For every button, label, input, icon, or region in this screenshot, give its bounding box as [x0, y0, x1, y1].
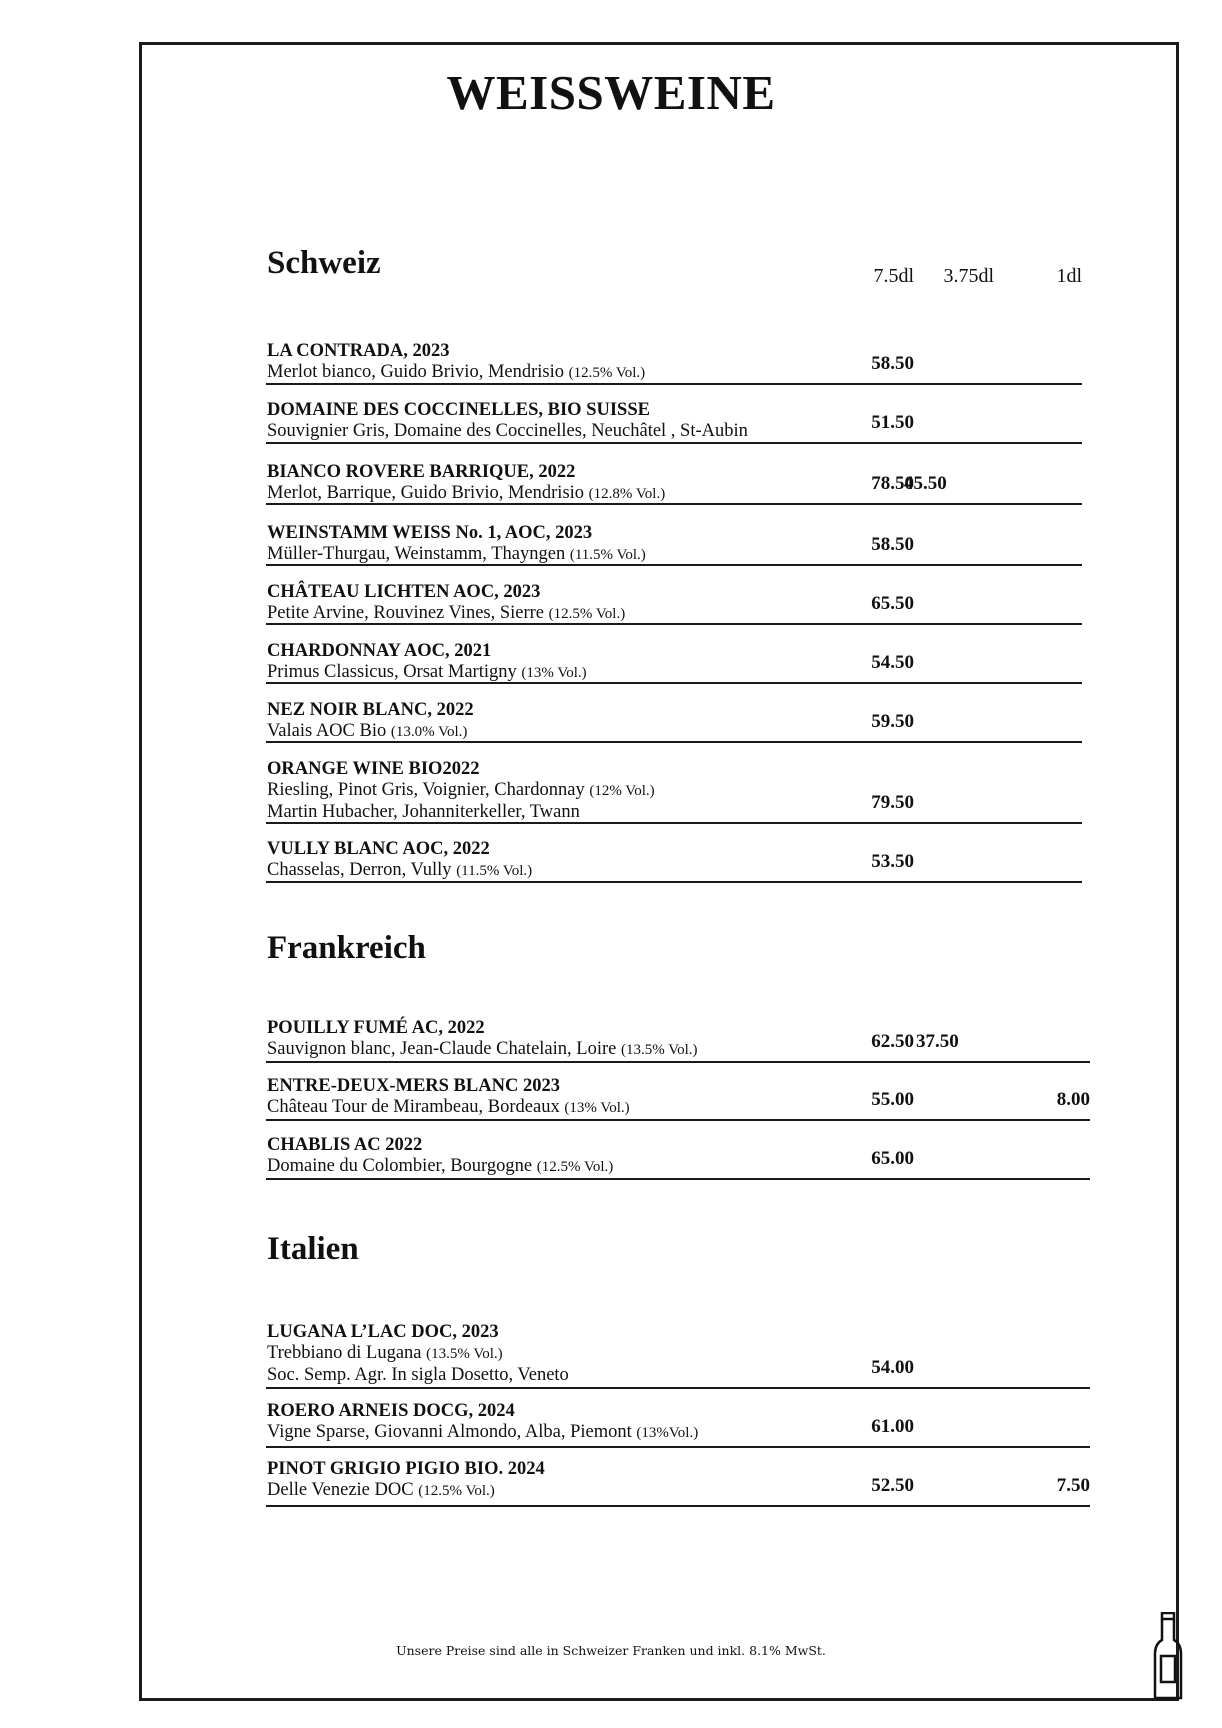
row-divider	[266, 1178, 1090, 1180]
wine-entry	[267, 758, 655, 823]
wine-name: LUGANA L’LAC DOC, 2023	[267, 1322, 499, 1342]
wine-entry	[267, 1458, 545, 1502]
wine-description	[267, 362, 645, 384]
price-375dl: 45.50	[904, 473, 947, 494]
wine-description	[267, 1156, 613, 1178]
wine-entry	[267, 461, 665, 505]
wine-description	[267, 721, 474, 743]
price-1dl: 7.50	[1056, 1475, 1090, 1496]
price-75dl: 79.50	[871, 792, 914, 813]
section-title-frankreich: Frankreich	[267, 930, 426, 966]
wine-description	[267, 603, 625, 625]
wine-alcohol-volume: (13.0% Vol.)	[390, 724, 468, 740]
price-75dl: 58.50	[871, 353, 914, 374]
price-75dl: 61.00	[871, 1416, 914, 1437]
wine-description-text: Soc. Semp. Agr. In sigla Dosetto, Veneto	[267, 1365, 569, 1385]
wine-alcohol-volume: (11.5% Vol.)	[456, 863, 533, 879]
wine-name: ORANGE WINE BIO2022	[267, 759, 480, 779]
wine-entry	[267, 399, 748, 442]
price-75dl: 59.50	[871, 711, 914, 732]
price-375dl: 37.50	[916, 1031, 959, 1052]
wine-alcohol-volume: (12.5% Vol.)	[536, 1159, 614, 1175]
wine-alcohol-volume: (13%Vol.)	[636, 1425, 699, 1441]
wine-description-text: Merlot bianco, Guido Brivio, Mendrisio	[267, 362, 564, 382]
price-75dl: 58.50	[871, 534, 914, 555]
wine-description-text: Château Tour de Mirambeau, Bordeaux	[267, 1097, 560, 1117]
wine-entry	[267, 581, 625, 625]
row-divider	[266, 1505, 1090, 1507]
price-75dl: 52.50	[871, 1475, 914, 1496]
wine-name: VULLY BLANC AOC, 2022	[267, 839, 490, 859]
wine-name: CHABLIS AC 2022	[267, 1135, 423, 1155]
row-divider	[266, 503, 1082, 505]
row-divider	[266, 881, 1082, 883]
price-75dl: 51.50	[871, 412, 914, 433]
wine-name: BIANCO ROVERE BARRIQUE, 2022	[267, 462, 576, 482]
row-divider	[266, 682, 1082, 684]
row-divider	[266, 1119, 1090, 1121]
wine-name: CHÂTEAU LICHTEN AOC, 2023	[267, 582, 541, 602]
row-divider	[266, 383, 1082, 385]
wine-name: DOMAINE DES COCCINELLES, BIO SUISSE	[267, 400, 650, 420]
wine-description-text: Merlot, Barrique, Guido Brivio, Mendrisio	[267, 483, 585, 503]
price-75dl: 53.50	[871, 851, 914, 872]
wine-alcohol-volume: (12.5% Vol.)	[548, 606, 626, 622]
page-title: WEISSWEINE	[446, 65, 776, 120]
row-divider	[266, 1446, 1090, 1448]
wine-description	[267, 544, 646, 566]
wine-name: CHARDONNAY AOC, 2021	[267, 641, 492, 661]
wine-entry	[267, 838, 532, 882]
wine-description-text: Müller-Thurgau, Weinstamm, Thayngen	[267, 544, 566, 564]
wine-entry	[267, 1134, 613, 1178]
wine-alcohol-volume: (13% Vol.)	[521, 665, 587, 681]
wine-name: ROERO ARNEIS DOCG, 2024	[267, 1401, 515, 1421]
wine-description	[267, 483, 665, 505]
price-75dl: 65.50	[871, 593, 914, 614]
column-header-375dl: 3.75dl	[943, 265, 994, 287]
row-divider	[266, 564, 1082, 566]
price-75dl: 65.00	[871, 1148, 914, 1169]
wine-entry	[267, 340, 645, 384]
wine-entry	[267, 699, 474, 743]
wine-description	[267, 1097, 630, 1119]
price-75dl: 54.00	[871, 1357, 914, 1378]
wine-description-text: Vigne Sparse, Giovanni Almondo, Alba, Piemont	[267, 1422, 632, 1442]
wine-description	[267, 860, 532, 882]
column-header-1dl: 1dl	[1056, 265, 1082, 287]
wine-description-text: Souvignier Gris, Domaine des Coccinelles, Neuchâtel , St-Aubin	[267, 421, 748, 441]
price-75dl: 55.00	[871, 1089, 914, 1110]
wine-alcohol-volume: (11.5% Vol.)	[569, 547, 646, 563]
wine-description	[267, 1480, 545, 1502]
wine-description-text: Riesling, Pinot Gris, Voignier, Chardonnay	[267, 780, 585, 800]
wine-description-text: Valais AOC Bio	[267, 721, 387, 741]
row-divider	[266, 623, 1082, 625]
wine-entry	[267, 640, 587, 684]
row-divider	[266, 741, 1082, 743]
wine-description-text: Chasselas, Derron, Vully	[267, 860, 452, 880]
wine-alcohol-volume: (12.5% Vol.)	[418, 1483, 495, 1499]
wine-description	[267, 802, 655, 823]
price-75dl: 78.50	[871, 473, 914, 494]
wine-entry	[267, 1400, 698, 1444]
wine-alcohol-volume: (12.8% Vol.)	[588, 486, 666, 502]
wine-entry	[267, 1321, 569, 1386]
wine-description	[267, 1365, 569, 1386]
wine-description	[267, 662, 587, 684]
wine-name: PINOT GRIGIO PIGIO BIO. 2024	[267, 1459, 545, 1479]
wine-description	[267, 1422, 698, 1444]
section-title-italien: Italien	[267, 1231, 359, 1267]
wine-description-text: Trebbiano di Lugana	[267, 1343, 422, 1363]
wine-alcohol-volume: (13.5% Vol.)	[620, 1042, 698, 1058]
wine-description-text: Martin Hubacher, Johanniterkeller, Twann	[267, 802, 580, 822]
wine-description	[267, 780, 655, 802]
row-divider	[266, 442, 1082, 444]
price-75dl: 54.50	[871, 652, 914, 673]
wine-name: POUILLY FUMÉ AC, 2022	[267, 1018, 485, 1038]
price-note: Unsere Preise sind alle in Schweizer Franken und inkl. 8.1% MwSt.	[396, 1643, 826, 1658]
wine-alcohol-volume: (12.5% Vol.)	[568, 365, 646, 381]
wine-name: WEINSTAMM WEISS No. 1, AOC, 2023	[267, 523, 593, 543]
price-75dl: 62.50	[871, 1031, 914, 1052]
wine-description-text: Delle Venezie DOC	[267, 1480, 414, 1500]
column-header-75dl: 7.5dl	[873, 265, 914, 287]
row-divider	[266, 1061, 1090, 1063]
wine-description	[267, 1343, 569, 1365]
wine-name: ENTRE-DEUX-MERS BLANC 2023	[267, 1076, 560, 1096]
wine-description-text: Domaine du Colombier, Bourgogne	[267, 1156, 533, 1176]
wine-description	[267, 421, 748, 442]
wine-entry	[267, 1017, 698, 1061]
wine-entry	[267, 1075, 630, 1119]
wine-entry	[267, 522, 646, 566]
wine-name: LA CONTRADA, 2023	[267, 341, 450, 361]
price-1dl: 8.00	[1056, 1089, 1090, 1110]
wine-description-text: Petite Arvine, Rouvinez Vines, Sierre	[267, 603, 545, 623]
row-divider	[266, 1387, 1090, 1389]
wine-description-text: Sauvignon blanc, Jean-Claude Chatelain, Loire	[267, 1039, 617, 1059]
wine-name: NEZ NOIR BLANC, 2022	[267, 700, 474, 720]
row-divider	[266, 822, 1082, 824]
wine-description	[267, 1039, 698, 1061]
wine-alcohol-volume: (12% Vol.)	[589, 783, 655, 799]
section-title-schweiz: Schweiz	[267, 245, 381, 281]
wine-alcohol-volume: (13.5% Vol.)	[426, 1346, 503, 1362]
wine-bottle-icon	[1152, 1612, 1186, 1700]
wine-description-text: Primus Classicus, Orsat Martigny	[267, 662, 517, 682]
wine-alcohol-volume: (13% Vol.)	[564, 1100, 630, 1116]
